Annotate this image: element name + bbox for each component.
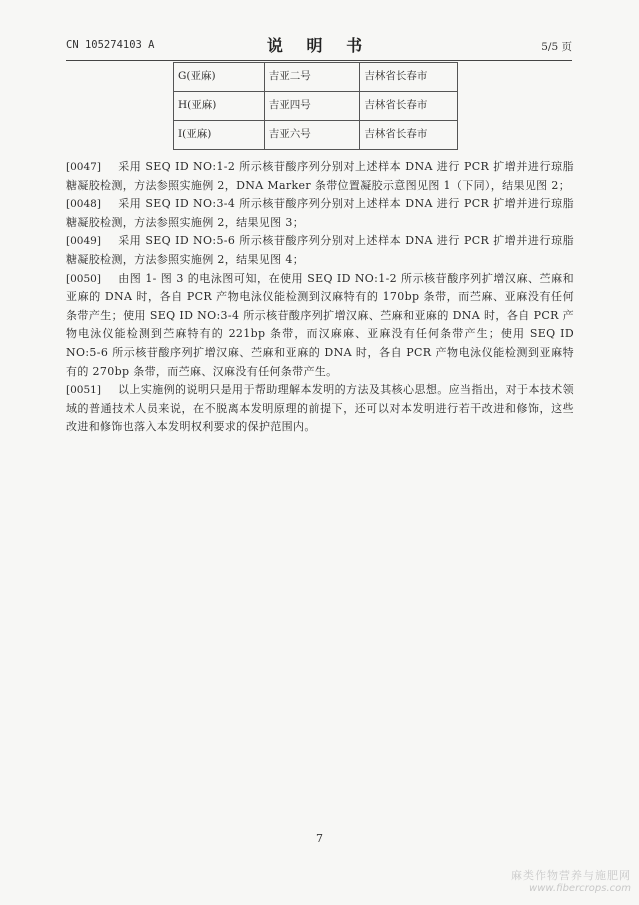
paragraph-text: 采用 SEQ ID NO:3-4 所示核苷酸序列分别对上述样本 DNA 进行 PCR 扩增并进行琼脂糖凝胶检测，方法参照实施例 2，结果见图 3； <box>66 197 574 229</box>
paragraph-0048 <box>66 195 574 232</box>
table-cell: 吉亚六号 <box>264 121 360 150</box>
table-cell: H(亚麻) <box>174 92 265 121</box>
paragraph-id: [0050] <box>66 272 101 285</box>
paragraph-0047 <box>66 158 574 195</box>
table-cell: 吉亚四号 <box>264 92 360 121</box>
header-rule <box>66 60 572 61</box>
table-cell: G(亚麻) <box>174 63 265 92</box>
paragraph-0049 <box>66 232 574 269</box>
table-row <box>174 92 458 121</box>
table-cell: 吉林省长春市 <box>360 63 458 92</box>
sample-table <box>173 62 458 150</box>
watermark <box>511 869 631 895</box>
paragraph-text: 由图 1- 图 3 的电泳图可知，在使用 SEQ ID NO:1-2 所示核苷酸序列扩增汉麻、苎麻和亚麻的 DNA 时，各自 PCR 产物电泳仪能检测到汉麻特有的 170bp 条带，而苎麻、亚麻没有任何条带产生；使用 SEQ ID NO:3-4 所示核苷酸序列扩增汉麻、苎麻和亚麻的 DNA 时，各自 PCR 产物电泳仪能检测到苎麻特有的 221bp 条带，而汉麻麻、亚麻没有任何条带产生；使用 SEQ ID NO:5-6 所示核苷酸序列扩增汉麻、苎麻和亚麻的 DNA 时，各自 PCR 产物电泳仪能检测到亚麻特有的 270bp 条带，而苎麻、汉麻没有任何条带产生。 <box>66 271 574 378</box>
page-indicator: 5/5 页 <box>541 41 572 53</box>
paragraph-id: [0048] <box>66 198 101 211</box>
page-number: 7 <box>316 832 323 845</box>
publication-number: CN 105274103 A <box>66 39 155 51</box>
paragraph-id: [0047] <box>66 161 101 173</box>
table-cell: 吉林省长春市 <box>360 121 458 150</box>
table-row <box>174 63 458 92</box>
paragraph-text: 采用 SEQ ID NO:1-2 所示核苷酸序列分别对上述样本 DNA 进行 PCR 扩增并进行琼脂糖凝胶检测，方法参照实施例 2，DNA Marker 条带位置凝胶示意图见图 1（下同），结果见图 2； <box>66 160 574 192</box>
table-row <box>174 121 458 150</box>
paragraph-id: [0049] <box>66 235 101 248</box>
table-cell: 吉亚二号 <box>264 63 360 92</box>
watermark-site-name: 麻类作物营养与施肥网 <box>511 869 631 882</box>
paragraph-text: 采用 SEQ ID NO:5-6 所示核苷酸序列分别对上述样本 DNA 进行 PCR 扩增并进行琼脂糖凝胶检测，方法参照实施例 2，结果见图 4； <box>66 234 574 266</box>
paragraph-0050 <box>66 270 574 382</box>
paragraph-text: 以上实施例的说明只是用于帮助理解本发明的方法及其核心思想。应当指出，对于本技术领域的普通技术人员来说，在不脱离本发明原理的前提下，还可以对本发明进行若干改进和修饰，这些改进和修饰也落入本发明权利要求的保护范围内。 <box>66 383 574 434</box>
table-cell: 吉林省长春市 <box>360 92 458 121</box>
page-header <box>66 33 572 59</box>
table-cell: I(亚麻) <box>174 121 265 150</box>
document-title: 说 明 书 <box>266 36 372 55</box>
description-body <box>66 158 574 437</box>
paragraph-0051 <box>66 381 574 437</box>
watermark-url: www.fibercrops.com <box>529 883 631 894</box>
paragraph-id: [0051] <box>66 384 101 397</box>
